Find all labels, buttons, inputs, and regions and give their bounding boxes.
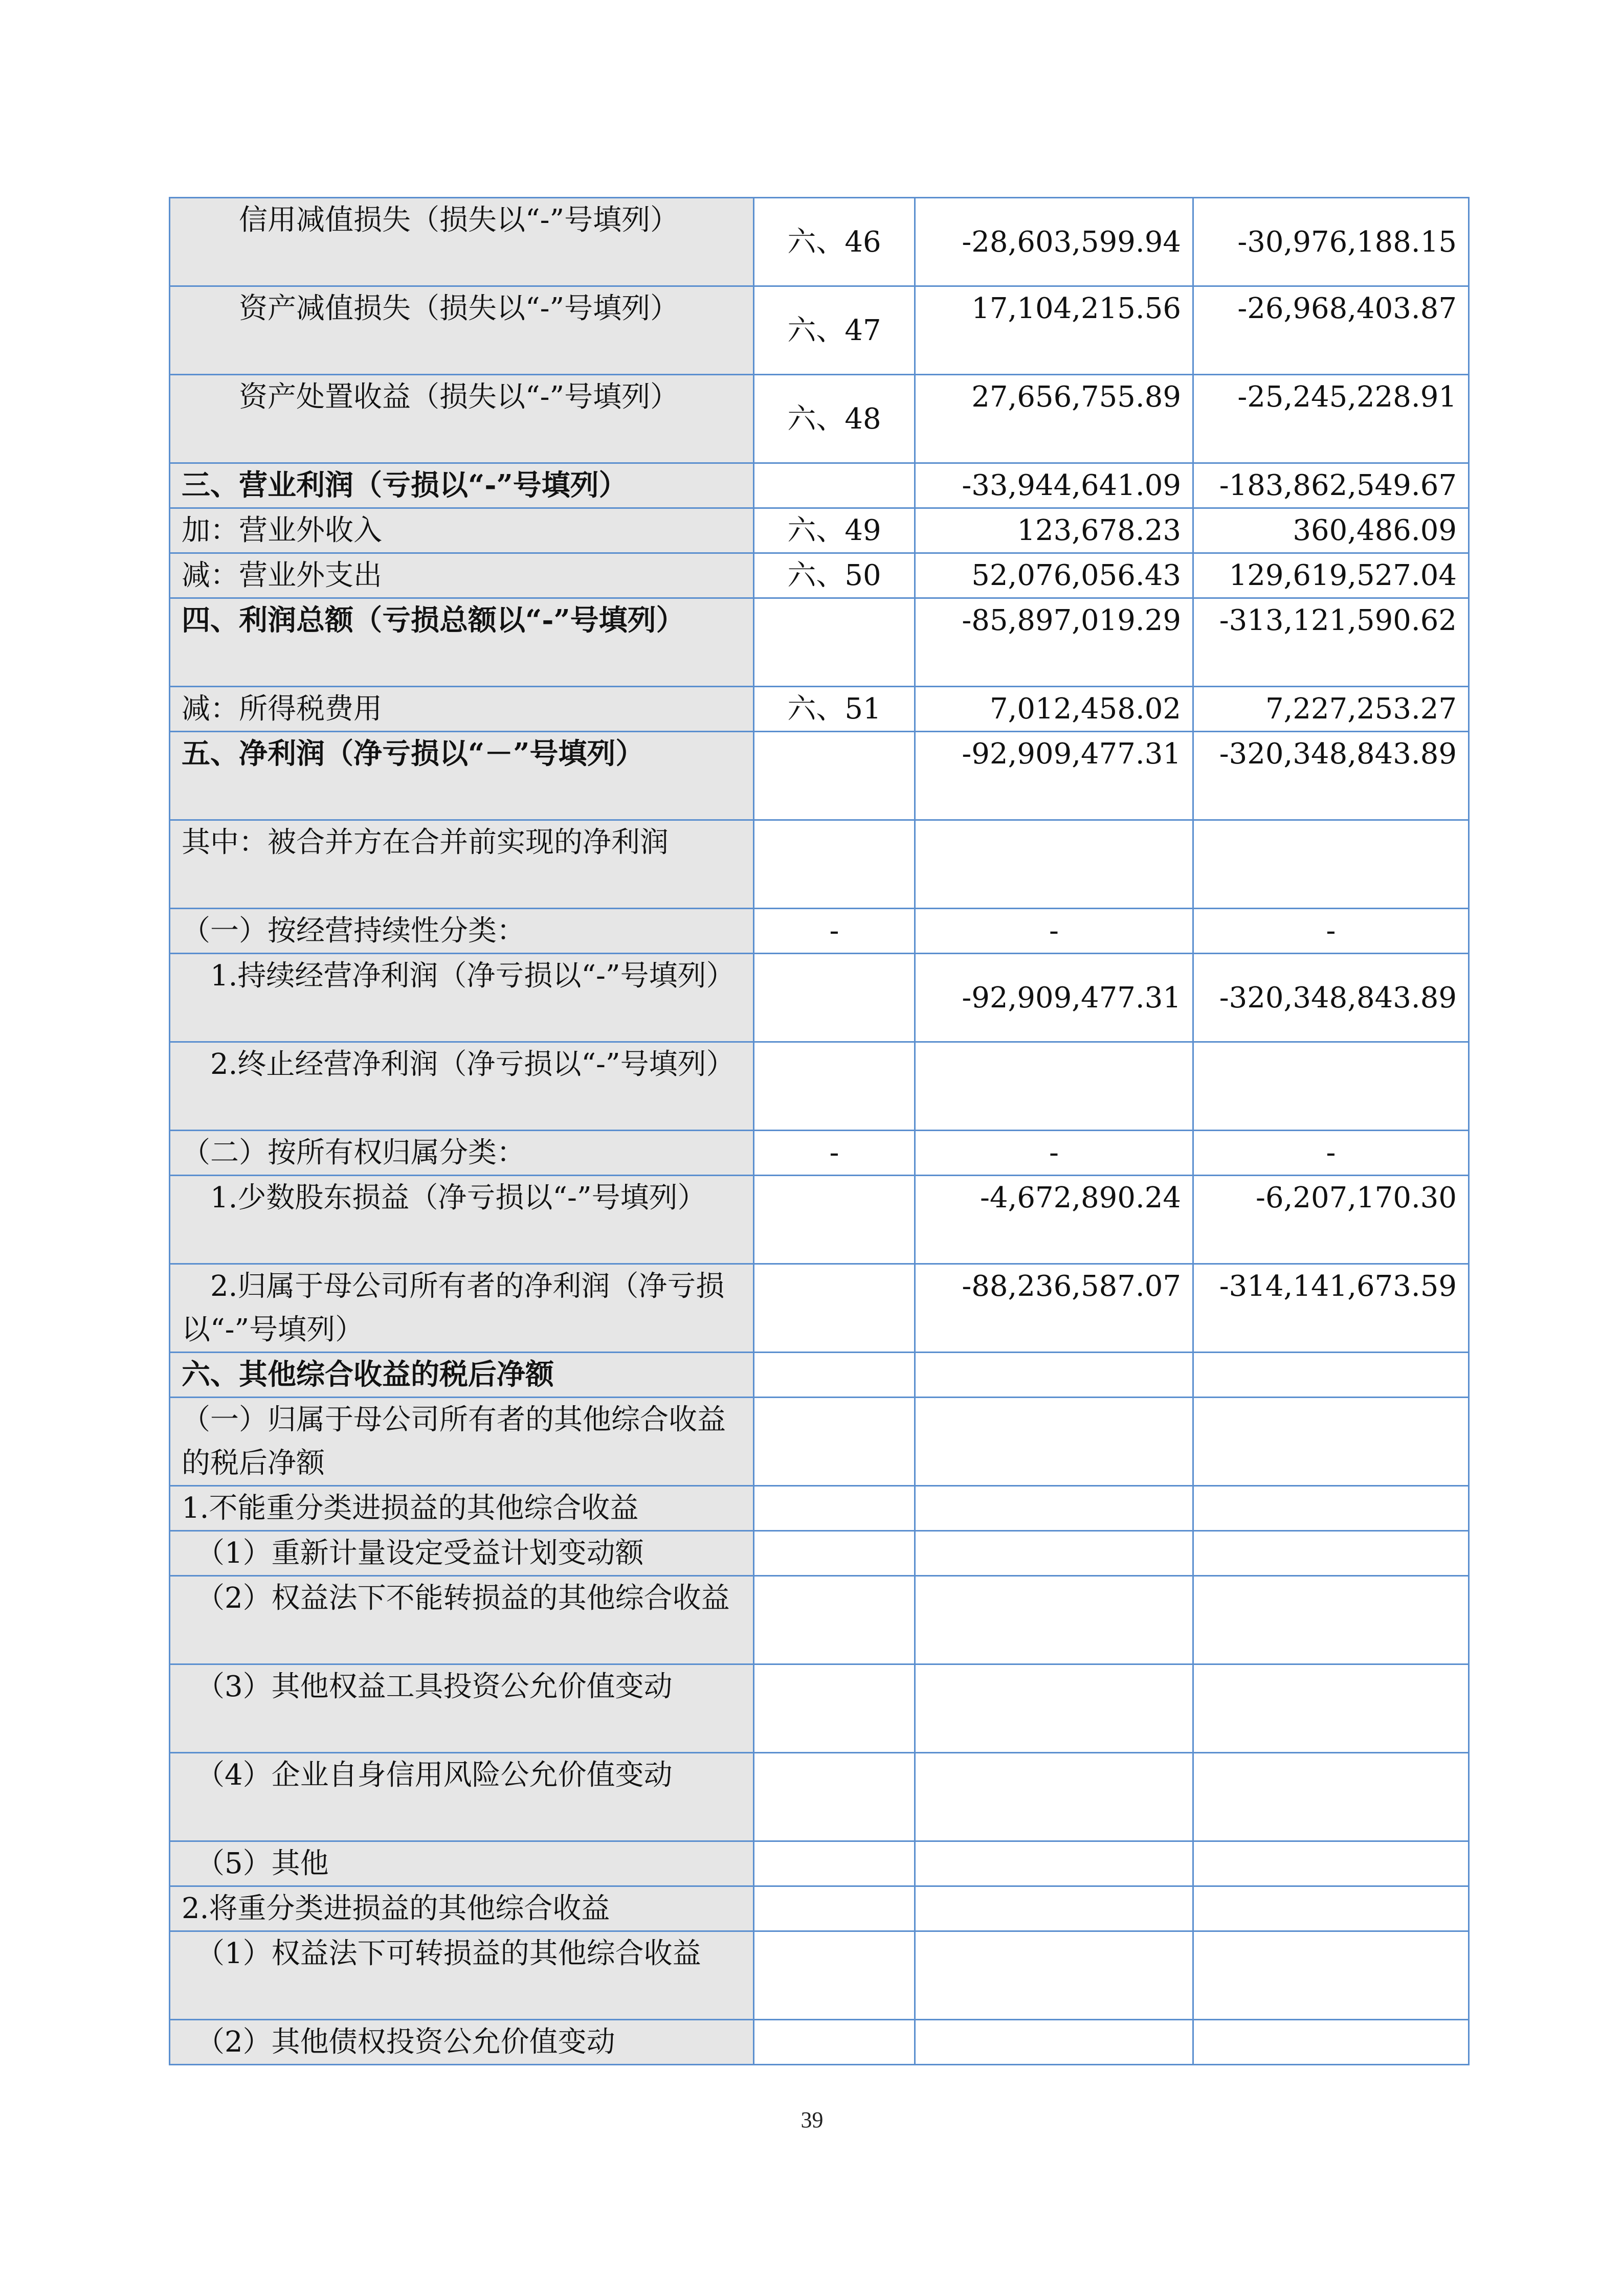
row-note: [754, 1886, 915, 1931]
row-note: -: [754, 1131, 915, 1176]
row-prior-amount: -25,245,228.91: [1193, 375, 1469, 463]
row-current-amount: 17,104,215.56: [915, 286, 1193, 375]
row-note: [754, 1664, 915, 1753]
row-note: 六、51: [754, 687, 915, 732]
table-row: [170, 687, 1469, 732]
table-row: [170, 1576, 1469, 1664]
row-label: （5）其他: [170, 1841, 754, 1886]
row-current-amount: [915, 1931, 1193, 2020]
row-current-amount: [915, 1486, 1193, 1531]
table-row: [170, 820, 1469, 909]
row-label: （4）企业自身信用风险公允价值变动: [170, 1753, 754, 1841]
row-label: 三、营业利润（亏损以“-”号填列）: [170, 463, 754, 508]
table-row: [170, 1353, 1469, 1398]
row-prior-amount: [1193, 820, 1469, 909]
row-note: 六、47: [754, 286, 915, 375]
row-label: （2）其他债权投资公允价值变动: [170, 2020, 754, 2065]
row-note: [754, 1576, 915, 1664]
row-prior-amount: -6,207,170.30: [1193, 1176, 1469, 1264]
row-label: 信用减值损失（损失以“-”号填列）: [170, 198, 754, 286]
row-current-amount: -4,672,890.24: [915, 1176, 1193, 1264]
row-label: 资产减值损失（损失以“-”号填列）: [170, 286, 754, 375]
row-note: [754, 1753, 915, 1841]
row-note: [754, 1931, 915, 2020]
row-current-amount: -: [915, 1131, 1193, 1176]
table-row: [170, 1531, 1469, 1576]
row-current-amount: [915, 1353, 1193, 1398]
row-prior-amount: [1193, 1886, 1469, 1931]
row-label: 2.终止经营净利润（净亏损以“-”号填列）: [170, 1042, 754, 1131]
table-row: [170, 954, 1469, 1042]
row-label: （1）权益法下可转损益的其他综合收益: [170, 1931, 754, 2020]
row-current-amount: [915, 1576, 1193, 1664]
row-prior-amount: -26,968,403.87: [1193, 286, 1469, 375]
row-note: 六、46: [754, 198, 915, 286]
row-label: 资产处置收益（损失以“-”号填列）: [170, 375, 754, 463]
table-row: [170, 1664, 1469, 1753]
row-label: （2）权益法下不能转损益的其他综合收益: [170, 1576, 754, 1664]
table-row: [170, 598, 1469, 687]
row-prior-amount: -313,121,590.62: [1193, 598, 1469, 687]
row-current-amount: [915, 1753, 1193, 1841]
row-current-amount: [915, 1886, 1193, 1931]
row-label: 2.归属于母公司所有者的净利润（净亏损以“-”号填列）: [170, 1264, 754, 1353]
row-note: [754, 463, 915, 508]
row-current-amount: 123,678.23: [915, 508, 1193, 553]
row-prior-amount: -320,348,843.89: [1193, 954, 1469, 1042]
row-label: 2.将重分类进损益的其他综合收益: [170, 1886, 754, 1931]
row-prior-amount: [1193, 1353, 1469, 1398]
row-note: [754, 1264, 915, 1353]
row-note: [754, 1841, 915, 1886]
page-number: 39: [800, 2107, 824, 2132]
row-label: （3）其他权益工具投资公允价值变动: [170, 1664, 754, 1753]
row-prior-amount: [1193, 1531, 1469, 1576]
row-current-amount: -85,897,019.29: [915, 598, 1193, 687]
row-label: （二）按所有权归属分类：: [170, 1131, 754, 1176]
row-note: [754, 1531, 915, 1576]
row-note: 六、48: [754, 375, 915, 463]
row-note: [754, 954, 915, 1042]
row-current-amount: -28,603,599.94: [915, 198, 1193, 286]
row-label: 1.持续经营净利润（净亏损以“-”号填列）: [170, 954, 754, 1042]
row-prior-amount: [1193, 1931, 1469, 2020]
row-prior-amount: -30,976,188.15: [1193, 198, 1469, 286]
row-current-amount: [915, 1531, 1193, 1576]
row-current-amount: -88,236,587.07: [915, 1264, 1193, 1353]
table-row: [170, 1486, 1469, 1531]
table-row: [170, 1176, 1469, 1264]
row-current-amount: [915, 1664, 1193, 1753]
income-statement-table: [169, 197, 1470, 2065]
row-current-amount: -92,909,477.31: [915, 954, 1193, 1042]
row-current-amount: 27,656,755.89: [915, 375, 1193, 463]
table-row: [170, 1753, 1469, 1841]
table-row: [170, 463, 1469, 508]
row-prior-amount: [1193, 1753, 1469, 1841]
row-label: 加：营业外收入: [170, 508, 754, 553]
row-prior-amount: -183,862,549.67: [1193, 463, 1469, 508]
table-row: [170, 286, 1469, 375]
row-current-amount: [915, 1841, 1193, 1886]
row-label: （1）重新计量设定受益计划变动额: [170, 1531, 754, 1576]
row-current-amount: [915, 1042, 1193, 1131]
row-current-amount: -33,944,641.09: [915, 463, 1193, 508]
row-label: 减：所得税费用: [170, 687, 754, 732]
row-current-amount: 7,012,458.02: [915, 687, 1193, 732]
table-row: [170, 375, 1469, 463]
row-label: 四、利润总额（亏损总额以“-”号填列）: [170, 598, 754, 687]
row-label: 1.不能重分类进损益的其他综合收益: [170, 1486, 754, 1531]
row-note: 六、49: [754, 508, 915, 553]
row-label: （一）按经营持续性分类：: [170, 909, 754, 954]
table-row: [170, 2020, 1469, 2065]
row-note: [754, 1398, 915, 1486]
table-row: [170, 553, 1469, 598]
row-note: [754, 1353, 915, 1398]
row-note: [754, 1042, 915, 1131]
row-prior-amount: [1193, 1576, 1469, 1664]
table-row: [170, 198, 1469, 286]
row-prior-amount: -: [1193, 909, 1469, 954]
row-note: [754, 820, 915, 909]
row-note: [754, 1486, 915, 1531]
row-label: 六、其他综合收益的税后净额: [170, 1353, 754, 1398]
row-note: 六、50: [754, 553, 915, 598]
row-prior-amount: [1193, 1042, 1469, 1131]
row-current-amount: -92,909,477.31: [915, 732, 1193, 820]
row-prior-amount: [1193, 1486, 1469, 1531]
row-note: [754, 2020, 915, 2065]
row-current-amount: -: [915, 909, 1193, 954]
row-prior-amount: 129,619,527.04: [1193, 553, 1469, 598]
row-prior-amount: [1193, 2020, 1469, 2065]
table-row: [170, 1042, 1469, 1131]
row-label: 减：营业外支出: [170, 553, 754, 598]
row-label: 五、净利润（净亏损以“－”号填列）: [170, 732, 754, 820]
row-current-amount: [915, 820, 1193, 909]
row-label: 1.少数股东损益（净亏损以“-”号填列）: [170, 1176, 754, 1264]
table-row: [170, 1398, 1469, 1486]
row-prior-amount: [1193, 1398, 1469, 1486]
row-current-amount: 52,076,056.43: [915, 553, 1193, 598]
table-row: [170, 732, 1469, 820]
row-prior-amount: -314,141,673.59: [1193, 1264, 1469, 1353]
table-row: [170, 1131, 1469, 1176]
income-statement-body: [170, 198, 1469, 2065]
row-current-amount: [915, 1398, 1193, 1486]
row-prior-amount: 7,227,253.27: [1193, 687, 1469, 732]
table-row: [170, 909, 1469, 954]
row-prior-amount: [1193, 1841, 1469, 1886]
table-row: [170, 1264, 1469, 1353]
table-row: [170, 1931, 1469, 2020]
row-prior-amount: -: [1193, 1131, 1469, 1176]
table-row: [170, 508, 1469, 553]
row-label: 其中：被合并方在合并前实现的净利润: [170, 820, 754, 909]
row-label: （一）归属于母公司所有者的其他综合收益的税后净额: [170, 1398, 754, 1486]
row-note: [754, 1176, 915, 1264]
table-row: [170, 1841, 1469, 1886]
row-note: [754, 598, 915, 687]
row-current-amount: [915, 2020, 1193, 2065]
table-row: [170, 1886, 1469, 1931]
row-note: -: [754, 909, 915, 954]
row-prior-amount: -320,348,843.89: [1193, 732, 1469, 820]
row-prior-amount: [1193, 1664, 1469, 1753]
row-note: [754, 732, 915, 820]
row-prior-amount: 360,486.09: [1193, 508, 1469, 553]
